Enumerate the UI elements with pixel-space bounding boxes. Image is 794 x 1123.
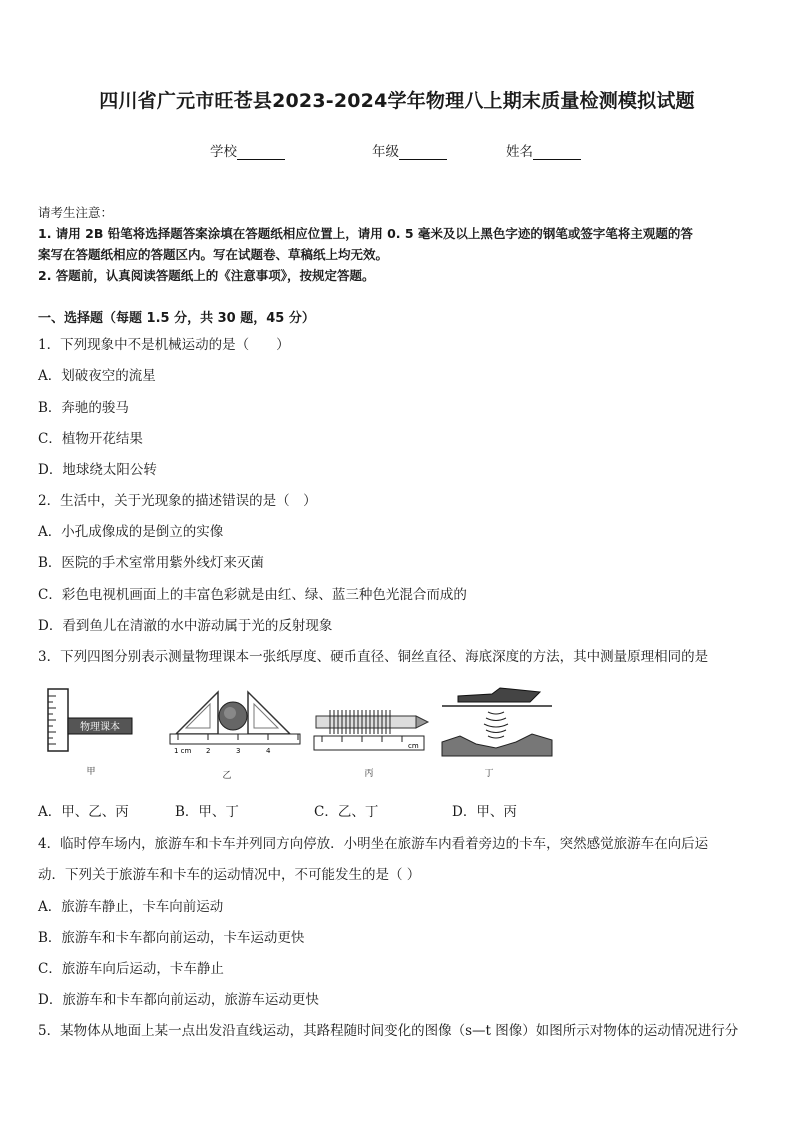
q4-line1: 4．临时停车场内，旅游车和卡车并列同方向停放．小明坐在旅游车内看着旁边的卡车，突然感觉旅游车在向后运: [38, 836, 709, 852]
name-label: 姓名: [506, 144, 533, 160]
ruler-tick-4: 4: [266, 747, 271, 755]
figure-bing-label: 丙: [364, 769, 374, 779]
q3-option-b: B．甲、丁: [175, 804, 239, 820]
section-heading: 一、选择题（每题 1.5 分，共 30 题，45 分）: [38, 311, 315, 326]
figure-yi-label: 乙: [222, 771, 232, 781]
figure-ding-label: 丁: [484, 769, 494, 779]
q3-option-c: C．乙、丁: [314, 804, 379, 820]
figure-jia: [40, 684, 135, 759]
q2-option-d: D．看到鱼儿在清澈的水中游动属于光的反射现象: [38, 618, 333, 634]
notice-item2: 2. 答题前，认真阅读答题纸上的《注意事项》，按规定答题。: [38, 268, 375, 283]
q1-option-c: C．植物开花结果: [38, 431, 143, 447]
q4-line2: 动．下列关于旅游车和卡车的运动情况中，不可能发生的是（ ）: [38, 867, 421, 883]
grade-label: 年级: [372, 144, 399, 160]
notice-item1-line2: 案写在答题纸相应的答题区内。写在试题卷、草稿纸上均无效。: [38, 247, 389, 262]
school-blank[interactable]: [237, 145, 285, 160]
notice-heading: 请考生注意：: [38, 205, 114, 220]
wire-ruler-unit: cm: [408, 742, 419, 750]
q4-option-c: C．旅游车向后运动，卡车静止: [38, 961, 224, 977]
q2-option-c: C．彩色电视机画面上的丰富色彩就是由红、绿、蓝三种色光混合而成的: [38, 587, 467, 603]
figure-jia-label: 甲: [86, 767, 96, 777]
notice-item1-line1: 1. 请用 2B 铅笔将选择题答案涂填在答题纸相应位置上，请用 0. 5 毫米及以上黑色字迹的钢笔或签字笔将主观题的答: [38, 226, 693, 241]
ruler-tick-2: 2: [206, 747, 211, 755]
q3-options: [38, 800, 758, 820]
q1-option-d: D．地球绕太阳公转: [38, 462, 157, 478]
q2-stem: 2．生活中，关于光现象的描述错误的是（ ）: [38, 493, 317, 509]
ruler-cm-label: 1 cm: [174, 747, 192, 755]
q3-stem: 3．下列四图分别表示测量物理课本一张纸厚度、硬币直径、铜丝直径、海底深度的方法，其中测量原理相同的是: [38, 649, 709, 665]
grade-blank[interactable]: [399, 145, 447, 160]
school-label: 学校: [210, 144, 237, 160]
school-field: [210, 140, 285, 160]
q4-option-a: A．旅游车静止，卡车向前运动: [38, 899, 224, 915]
q5-line1: 5．某物体从地面上某一点出发沿直线运动，其路程随时间变化的图像（s—t 图像）如图所示对物体的运动情况进行分: [38, 1023, 739, 1039]
name-blank[interactable]: [533, 145, 581, 160]
grade-field: [372, 140, 447, 160]
figure-bing: [312, 684, 432, 759]
q1-option-b: B．奔驰的骏马: [38, 400, 129, 416]
q3-option-a: A．甲、乙、丙: [38, 804, 129, 820]
q3-figures: [40, 684, 560, 784]
book-label: 物理课本: [80, 722, 120, 733]
q4-option-b: B．旅游车和卡车都向前运动，卡车运动更快: [38, 930, 305, 946]
q3-option-d: D．甲、丙: [452, 804, 517, 820]
page-title: 四川省广元市旺苍县2023-2024学年物理八上期末质量检测模拟试题: [99, 90, 695, 112]
q2-option-b: B．医院的手术室常用紫外线灯来灭菌: [38, 555, 264, 571]
name-field: [506, 140, 581, 160]
ruler-tick-3: 3: [236, 747, 241, 755]
q1-stem: 1．下列现象中不是机械运动的是（ ）: [38, 337, 290, 353]
q4-option-d: D．旅游车和卡车都向前运动，旅游车运动更快: [38, 992, 319, 1008]
figure-yi: [168, 684, 303, 759]
q2-option-a: A．小孔成像成的是倒立的实像: [38, 524, 224, 540]
figure-ding: [440, 684, 555, 759]
q1-option-a: A．划破夜空的流星: [38, 368, 156, 384]
